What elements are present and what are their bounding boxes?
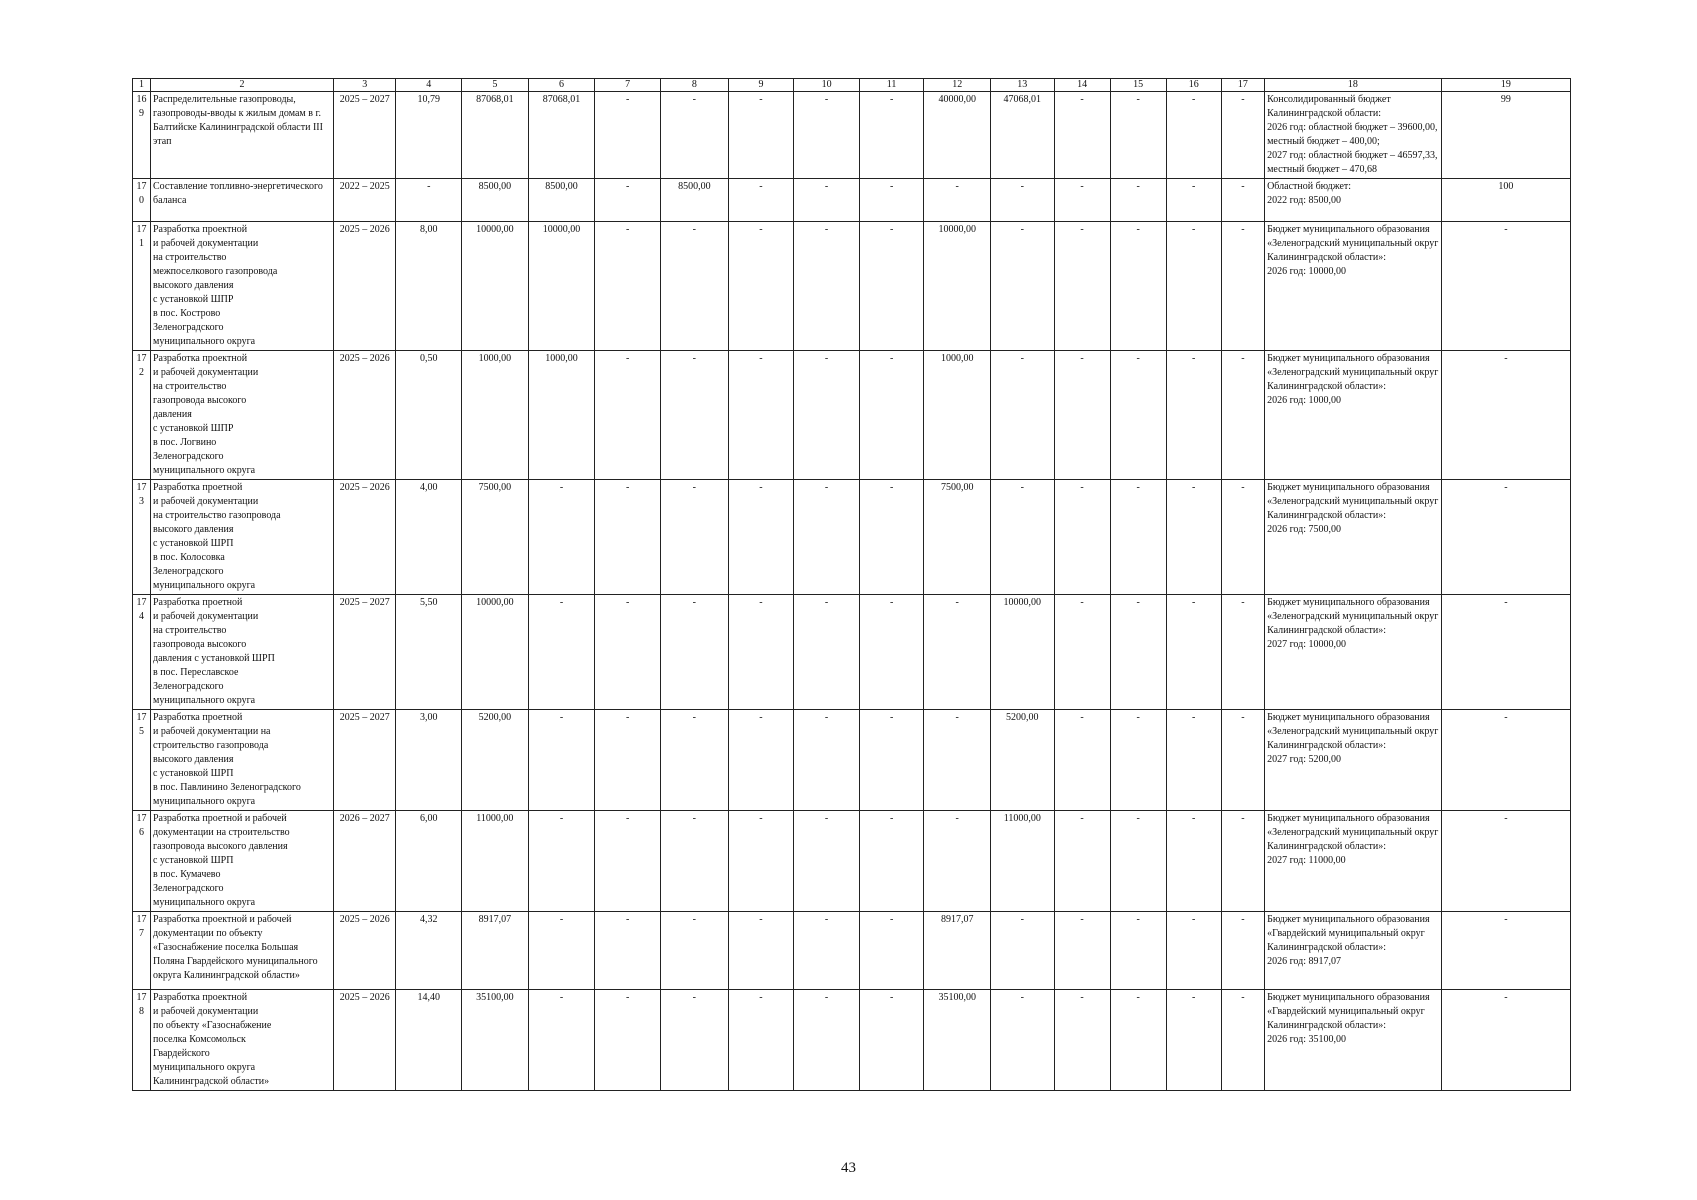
cell-c14: - [1054,480,1110,595]
cell-c13: 10000,00 [991,595,1054,710]
table-row [133,811,1571,912]
cell-c10: - [794,912,860,990]
column-header: 13 [991,79,1054,92]
cell-c12: - [924,179,991,222]
cell-c12: 1000,00 [924,351,991,480]
cell-c11: - [859,480,924,595]
cell-c17: - [1221,92,1264,179]
cell-c16: - [1166,912,1221,990]
cell-c12: 10000,00 [924,222,991,351]
cell-c11: - [859,912,924,990]
cell-source: Бюджет муниципального образования «Гвардейский муниципальный округ Калининградской области»: 2026 год: 8917,07 [1265,912,1442,990]
column-header: 9 [728,79,794,92]
column-header: 18 [1265,79,1442,92]
cell-c10: - [794,710,860,811]
cell-c12: 8917,07 [924,912,991,990]
cell-c19: - [1441,595,1570,710]
cell-c9: - [728,179,794,222]
cell-c11: - [859,351,924,480]
cell-c16: - [1166,179,1221,222]
cell-c8: - [660,912,728,990]
cell-c11: - [859,222,924,351]
table-row [133,710,1571,811]
column-header: 7 [595,79,661,92]
cell-c8: - [660,990,728,1091]
cell-period: 2025 – 2026 [334,912,396,990]
cell-c11: - [859,92,924,179]
cell-period: 2025 – 2026 [334,222,396,351]
cell-c8: - [660,480,728,595]
column-header: 10 [794,79,860,92]
cell-num: 172 [133,351,151,480]
cell-c16: - [1166,595,1221,710]
cell-c15: - [1110,222,1166,351]
cell-c13: 47068,01 [991,92,1054,179]
cell-c7: - [595,595,661,710]
cell-c6: 1000,00 [528,351,595,480]
cell-c17: - [1221,912,1264,990]
cell-c4: 3,00 [396,710,462,811]
cell-c16: - [1166,811,1221,912]
cell-c14: - [1054,990,1110,1091]
cell-c14: - [1054,222,1110,351]
cell-source: Консолидированный бюджет Калининградской области: 2026 год: областной бюджет – 39600,00, местный бюджет – 400,00; 2027 год: областной бюджет – 46597,33, местный бюджет – 470,68 [1265,92,1442,179]
cell-num: 178 [133,990,151,1091]
cell-c6: - [528,710,595,811]
column-header: 17 [1221,79,1264,92]
cell-period: 2025 – 2027 [334,595,396,710]
cell-c12: 7500,00 [924,480,991,595]
cell-c10: - [794,595,860,710]
table-row [133,480,1571,595]
cell-num: 177 [133,912,151,990]
cell-c7: - [595,92,661,179]
cell-c10: - [794,92,860,179]
cell-c5: 8500,00 [462,179,529,222]
cell-c11: - [859,595,924,710]
cell-c9: - [728,912,794,990]
cell-c15: - [1110,595,1166,710]
cell-c12: 40000,00 [924,92,991,179]
cell-period: 2025 – 2026 [334,480,396,595]
cell-c9: - [728,595,794,710]
cell-name: Разработка проектной и рабочей документации по объекту «Газоснабжение поселка Комсомольск Гвардейского муниципального округа Калининградской области» [150,990,333,1091]
cell-c6: - [528,990,595,1091]
cell-c6: 8500,00 [528,179,595,222]
cell-c5: 10000,00 [462,595,529,710]
cell-c17: - [1221,480,1264,595]
cell-c11: - [859,179,924,222]
page-number: 43 [841,1160,856,1176]
cell-num: 176 [133,811,151,912]
cell-c12: - [924,595,991,710]
cell-c5: 10000,00 [462,222,529,351]
cell-c10: - [794,179,860,222]
cell-c13: - [991,179,1054,222]
cell-c13: - [991,990,1054,1091]
cell-source: Бюджет муниципального образования «Зеленоградский муниципальный округ Калининградской области»: 2027 год: 5200,00 [1265,710,1442,811]
table-row [133,351,1571,480]
cell-name: Разработка проетной и рабочей документации на строительство газопровода высокого давления с установкой ШРП в пос. Колосовка Зеленоградского муниципального округа [150,480,333,595]
cell-c17: - [1221,179,1264,222]
column-header: 4 [396,79,462,92]
cell-c16: - [1166,92,1221,179]
cell-c19: 99 [1441,92,1570,179]
cell-c14: - [1054,811,1110,912]
cell-name: Разработка проетной и рабочей документации на строительство газопровода высокого давления с установкой ШРП в пос. Переславское Зеленоградского муниципального округа [150,595,333,710]
cell-period: 2022 – 2025 [334,179,396,222]
cell-c13: - [991,480,1054,595]
cell-c11: - [859,710,924,811]
cell-c16: - [1166,351,1221,480]
cell-source: Бюджет муниципального образования «Зеленоградский муниципальный округ Калининградской области»: 2026 год: 7500,00 [1265,480,1442,595]
cell-c4: 0,50 [396,351,462,480]
cell-c17: - [1221,990,1264,1091]
cell-c12: - [924,710,991,811]
cell-source: Бюджет муниципального образования «Зеленоградский муниципальный округ Калининградской области»: 2027 год: 10000,00 [1265,595,1442,710]
cell-c8: - [660,595,728,710]
cell-c7: - [595,811,661,912]
column-header: 6 [528,79,595,92]
cell-c6: 87068,01 [528,92,595,179]
cell-c9: - [728,990,794,1091]
cell-c7: - [595,179,661,222]
table-row [133,912,1571,990]
header-row [133,79,1571,92]
column-header: 1 [133,79,151,92]
cell-source: Бюджет муниципального образования «Зеленоградский муниципальный округ Калининградской области»: 2026 год: 1000,00 [1265,351,1442,480]
table-row [133,222,1571,351]
cell-c6: 10000,00 [528,222,595,351]
cell-c4: 4,00 [396,480,462,595]
cell-c7: - [595,480,661,595]
cell-c15: - [1110,710,1166,811]
cell-c19: - [1441,811,1570,912]
cell-c13: - [991,351,1054,480]
cell-c7: - [595,222,661,351]
cell-c17: - [1221,351,1264,480]
cell-c8: - [660,351,728,480]
table-row [133,179,1571,222]
cell-c13: - [991,222,1054,351]
cell-period: 2025 – 2027 [334,710,396,811]
cell-c14: - [1054,912,1110,990]
cell-c8: - [660,710,728,811]
cell-name: Составление топливно-энергетического баланса [150,179,333,222]
cell-source: Областной бюджет: 2022 год: 8500,00 [1265,179,1442,222]
cell-c19: - [1441,480,1570,595]
cell-c17: - [1221,595,1264,710]
column-header: 12 [924,79,991,92]
cell-num: 169 [133,92,151,179]
column-header: 3 [334,79,396,92]
table-body [133,92,1571,1091]
cell-num: 175 [133,710,151,811]
cell-c10: - [794,222,860,351]
cell-c12: 35100,00 [924,990,991,1091]
cell-c12: - [924,811,991,912]
cell-c13: - [991,912,1054,990]
cell-c6: - [528,595,595,710]
cell-c10: - [794,351,860,480]
cell-c16: - [1166,480,1221,595]
cell-c19: 100 [1441,179,1570,222]
cell-source: Бюджет муниципального образования «Зеленоградский муниципальный округ Калининградской области»: 2026 год: 10000,00 [1265,222,1442,351]
cell-c5: 7500,00 [462,480,529,595]
cell-c15: - [1110,480,1166,595]
cell-c4: 14,40 [396,990,462,1091]
cell-c9: - [728,92,794,179]
cell-c14: - [1054,179,1110,222]
cell-c4: 10,79 [396,92,462,179]
cell-c14: - [1054,710,1110,811]
cell-c8: - [660,92,728,179]
cell-c17: - [1221,710,1264,811]
cell-c15: - [1110,811,1166,912]
cell-c10: - [794,990,860,1091]
cell-c19: - [1441,710,1570,811]
cell-c7: - [595,990,661,1091]
cell-c15: - [1110,912,1166,990]
cell-c4: 5,50 [396,595,462,710]
cell-c11: - [859,811,924,912]
cell-c8: - [660,222,728,351]
cell-c7: - [595,710,661,811]
cell-name: Разработка проетной и рабочей документации на строительство газопровода высокого давления с установкой ШРП в пос. Кумачево Зеленоградского муниципального округа [150,811,333,912]
cell-source: Бюджет муниципального образования «Гвардейский муниципальный округ Калининградской области»: 2026 год: 35100,00 [1265,990,1442,1091]
cell-c15: - [1110,179,1166,222]
cell-c13: 11000,00 [991,811,1054,912]
cell-c9: - [728,811,794,912]
cell-c5: 5200,00 [462,710,529,811]
cell-c13: 5200,00 [991,710,1054,811]
cell-c17: - [1221,222,1264,351]
cell-c15: - [1110,351,1166,480]
column-header: 15 [1110,79,1166,92]
column-header: 14 [1054,79,1110,92]
cell-c19: - [1441,912,1570,990]
cell-num: 174 [133,595,151,710]
cell-c7: - [595,351,661,480]
cell-c6: - [528,480,595,595]
cell-c15: - [1110,92,1166,179]
cell-period: 2025 – 2027 [334,92,396,179]
cell-name: Разработка проектной и рабочей документации на строительство межпоселкового газопровода высокого давления с установкой ШПР в пос. Кострово Зеленоградского муниципального округа [150,222,333,351]
cell-num: 173 [133,480,151,595]
cell-num: 171 [133,222,151,351]
cell-period: 2025 – 2026 [334,990,396,1091]
cell-c11: - [859,990,924,1091]
cell-source: Бюджет муниципального образования «Зеленоградский муниципальный округ Калининградской области»: 2027 год: 11000,00 [1265,811,1442,912]
cell-c19: - [1441,222,1570,351]
cell-num: 170 [133,179,151,222]
cell-c5: 8917,07 [462,912,529,990]
cell-c4: 6,00 [396,811,462,912]
cell-name: Распределительные газопроводы, газопроводы-вводы к жилым домам в г. Балтийске Калининградской области III этап [150,92,333,179]
cell-c5: 1000,00 [462,351,529,480]
cell-c9: - [728,710,794,811]
column-header: 2 [150,79,333,92]
cell-c6: - [528,912,595,990]
cell-c7: - [595,912,661,990]
program-table [132,78,1571,1091]
cell-name: Разработка проектной и рабочей документации на строительство газопровода высокого давления с установкой ШПР в пос. Логвино Зеленоградского муниципального округа [150,351,333,480]
cell-period: 2026 – 2027 [334,811,396,912]
cell-c4: - [396,179,462,222]
cell-name: Разработка проектной и рабочей документации по объекту «Газоснабжение поселка Большая Поляна Гвардейского муниципального округа Калининградской области» [150,912,333,990]
cell-c4: 8,00 [396,222,462,351]
cell-c4: 4,32 [396,912,462,990]
cell-c6: - [528,811,595,912]
cell-c16: - [1166,710,1221,811]
table-row [133,92,1571,179]
cell-c14: - [1054,595,1110,710]
cell-c9: - [728,480,794,595]
cell-period: 2025 – 2026 [334,351,396,480]
column-header: 16 [1166,79,1221,92]
cell-c9: - [728,222,794,351]
column-header: 8 [660,79,728,92]
table-row [133,990,1571,1091]
cell-c16: - [1166,990,1221,1091]
cell-c8: 8500,00 [660,179,728,222]
column-header: 19 [1441,79,1570,92]
cell-c14: - [1054,351,1110,480]
cell-c14: - [1054,92,1110,179]
table-row [133,595,1571,710]
cell-c9: - [728,351,794,480]
cell-c10: - [794,480,860,595]
cell-c10: - [794,811,860,912]
column-header: 5 [462,79,529,92]
cell-c19: - [1441,351,1570,480]
cell-c8: - [660,811,728,912]
cell-c15: - [1110,990,1166,1091]
cell-name: Разработка проетной и рабочей документации на строительство газопровода высокого давления с установкой ШРП в пос. Павлинино Зеленоградского муниципального округа [150,710,333,811]
cell-c16: - [1166,222,1221,351]
column-header: 11 [859,79,924,92]
cell-c17: - [1221,811,1264,912]
cell-c19: - [1441,990,1570,1091]
cell-c5: 11000,00 [462,811,529,912]
cell-c5: 87068,01 [462,92,529,179]
cell-c5: 35100,00 [462,990,529,1091]
